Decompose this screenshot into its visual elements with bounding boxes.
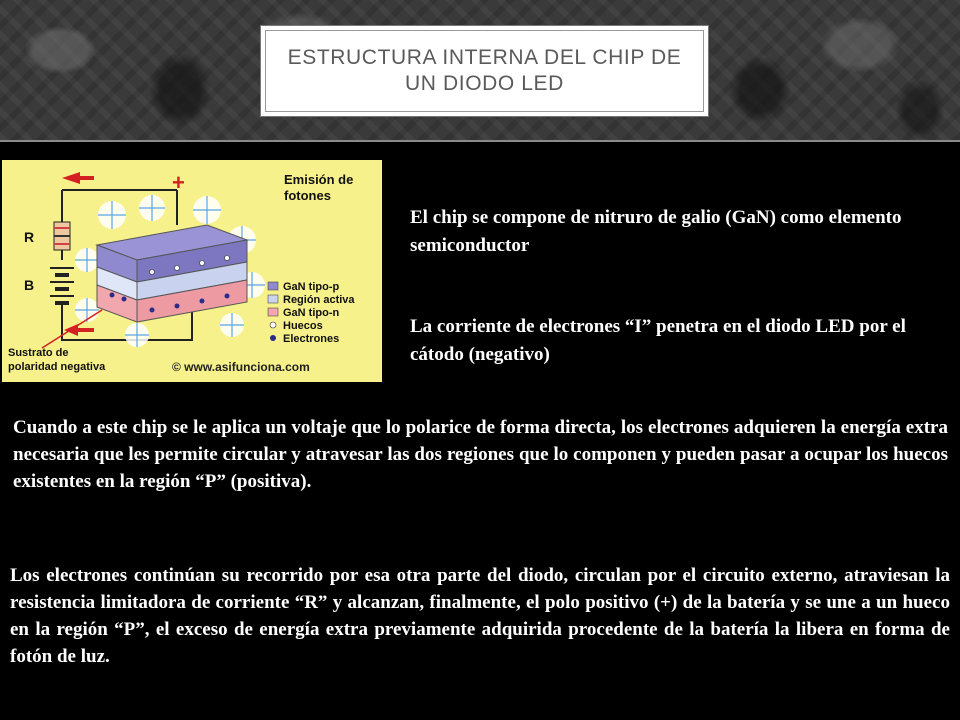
slide-title: ESTRUCTURA INTERNA DEL CHIP DE UN DIODO LED (287, 46, 682, 95)
led-chip-diagram (2, 160, 382, 382)
paragraph-photon-emission: Los electrones continúan su recorrido por esa otra parte del diodo, circulan por el circuito externo, atraviesan la resistencia limitadora de corriente “R” y alcanzan, finalmente, el polo positivo (+) de la batería y se une a un hueco en la región “P”, el exceso de energía extra previamente adquirida procedente de la batería la libera en forma de fotón de luz. (10, 565, 950, 667)
title-box (265, 30, 704, 112)
paragraph-forward-bias: Cuando a este chip se le aplica un voltaje que lo polarice de forma directa, los electrones adquieren la energía extra necesaria que les permite circular y atravesar las dos regiones que lo componen y pueden pasar a ocupar los huecos existentes en la región “P” (positiva). (13, 417, 948, 492)
emission-label-line2: fotones (284, 188, 331, 203)
label-b: B (24, 277, 35, 293)
paragraph-chip-material: El chip se compone de nitruro de galio (GaN) como elemento semiconductor (410, 207, 902, 256)
legend-swatch-gan-p (268, 282, 278, 290)
legend-gan-p: GaN tipo-p (283, 281, 340, 293)
legend-electrons: Electrones (283, 333, 340, 345)
plus-sign: + (172, 170, 185, 195)
substrate-label-line1: Sustrato de (8, 347, 69, 359)
legend-swatch-active (268, 295, 278, 303)
watermark: © www.asifunciona.com (172, 360, 310, 374)
legend-swatch-holes (270, 322, 276, 328)
legend-holes: Huecos (283, 320, 323, 332)
battery-symbol (50, 268, 74, 303)
legend-swatch-electrons (270, 335, 276, 341)
substrate-label-line2: polaridad negativa (8, 361, 106, 373)
chip-block (97, 225, 247, 322)
legend-gan-n: GaN tipo-n (283, 307, 340, 319)
led-chip-illustration (2, 160, 382, 382)
legend-swatch-gan-n (268, 308, 278, 316)
legend-active-region: Región activa (283, 294, 355, 306)
label-r: R (24, 229, 35, 245)
emission-label-line1: Emisión de (284, 172, 354, 187)
paragraph-electron-current: La corriente de electrones “I” penetra en el diodo LED por el cátodo (negativo) (410, 316, 906, 365)
legend (268, 281, 355, 345)
